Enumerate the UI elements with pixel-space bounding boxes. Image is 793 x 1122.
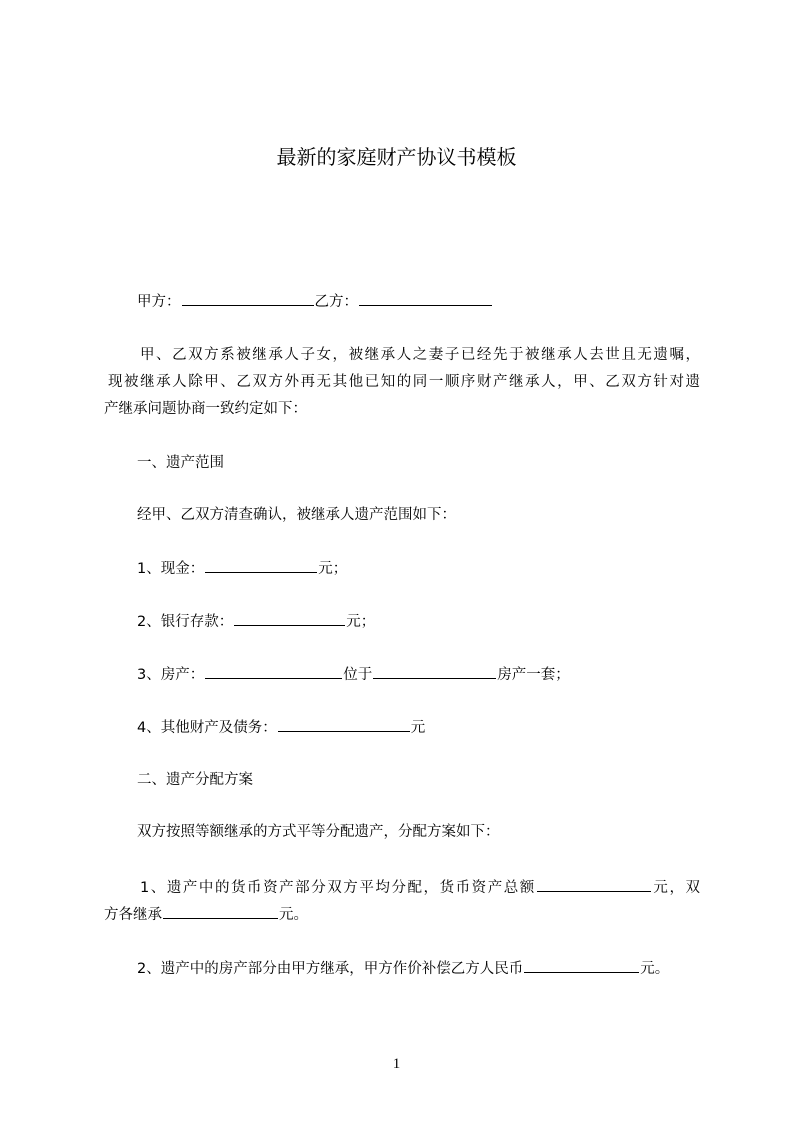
intro-line-1: 甲、乙双方系被继承人子女，被继承人之妻子已经先于被继承人去世且无遗嘱， xyxy=(140,347,700,363)
monetary-split-suffix: 元，双 xyxy=(651,880,700,896)
bank-deposit-unit: 元； xyxy=(346,614,376,630)
property-compensation-text: 2、遗产中的房产部分由甲方继承，甲方作价补偿乙方人民币 xyxy=(137,961,524,977)
section2-heading: 二、遗产分配方案 xyxy=(137,772,253,788)
parties-line xyxy=(137,291,493,312)
section1-item-bank-deposit xyxy=(137,611,375,632)
property-location-blank xyxy=(373,664,496,679)
section2-item1-line1 xyxy=(104,875,700,902)
cash-blank xyxy=(205,558,317,573)
each-inherit-unit: 元。 xyxy=(279,907,308,923)
each-inherit-blank xyxy=(163,904,278,919)
section1-intro: 经甲、乙双方清查确认，被继承人遗产范围如下： xyxy=(137,507,456,523)
section2-item1 xyxy=(104,875,700,929)
section2-item2 xyxy=(137,958,669,979)
monetary-split-text: 1、遗产中的货币资产部分双方平均分配，货币资产总额 xyxy=(140,880,536,896)
party-a-blank xyxy=(182,291,314,306)
section1-heading: 一、遗产范围 xyxy=(137,455,224,471)
document-title: 最新的家庭财产协议书模板 xyxy=(276,145,517,169)
intro-line-3: 产继承问题协商一致约定如下： xyxy=(104,401,307,417)
cash-label: 1、现金： xyxy=(137,561,205,577)
section1-item-cash xyxy=(137,558,347,579)
property-blank xyxy=(205,664,342,679)
property-label: 3、房产： xyxy=(137,667,205,683)
section2-item1-line2 xyxy=(104,902,700,929)
page-number: 1 xyxy=(392,1056,401,1072)
party-a-label: 甲方： xyxy=(137,294,181,310)
monetary-total-blank xyxy=(537,877,651,892)
property-suffix: 房产一套； xyxy=(497,667,570,683)
bank-deposit-label: 2、银行存款： xyxy=(137,614,234,630)
other-assets-unit: 元 xyxy=(410,720,426,736)
cash-unit: 元； xyxy=(318,561,348,577)
section1-item-property xyxy=(137,664,570,685)
other-assets-blank xyxy=(278,717,410,732)
each-inherit-text: 方各继承 xyxy=(104,907,162,923)
section1-item-other-assets xyxy=(137,717,425,738)
bank-deposit-blank xyxy=(234,611,345,626)
property-location-label: 位于 xyxy=(343,667,373,683)
intro-line-2: 现被继承人除甲、乙双方外再无其他已知的同一顺序财产继承人，甲、乙双方针对遗 xyxy=(108,374,700,390)
party-b-blank xyxy=(359,291,492,306)
compensation-blank xyxy=(524,958,639,973)
intro-paragraph xyxy=(104,342,700,423)
party-b-label: 乙方： xyxy=(314,294,358,310)
compensation-unit: 元。 xyxy=(640,961,670,977)
other-assets-label: 4、其他财产及债务： xyxy=(137,720,277,736)
section2-intro: 双方按照等额继承的方式平等分配遗产，分配方案如下： xyxy=(137,824,500,840)
